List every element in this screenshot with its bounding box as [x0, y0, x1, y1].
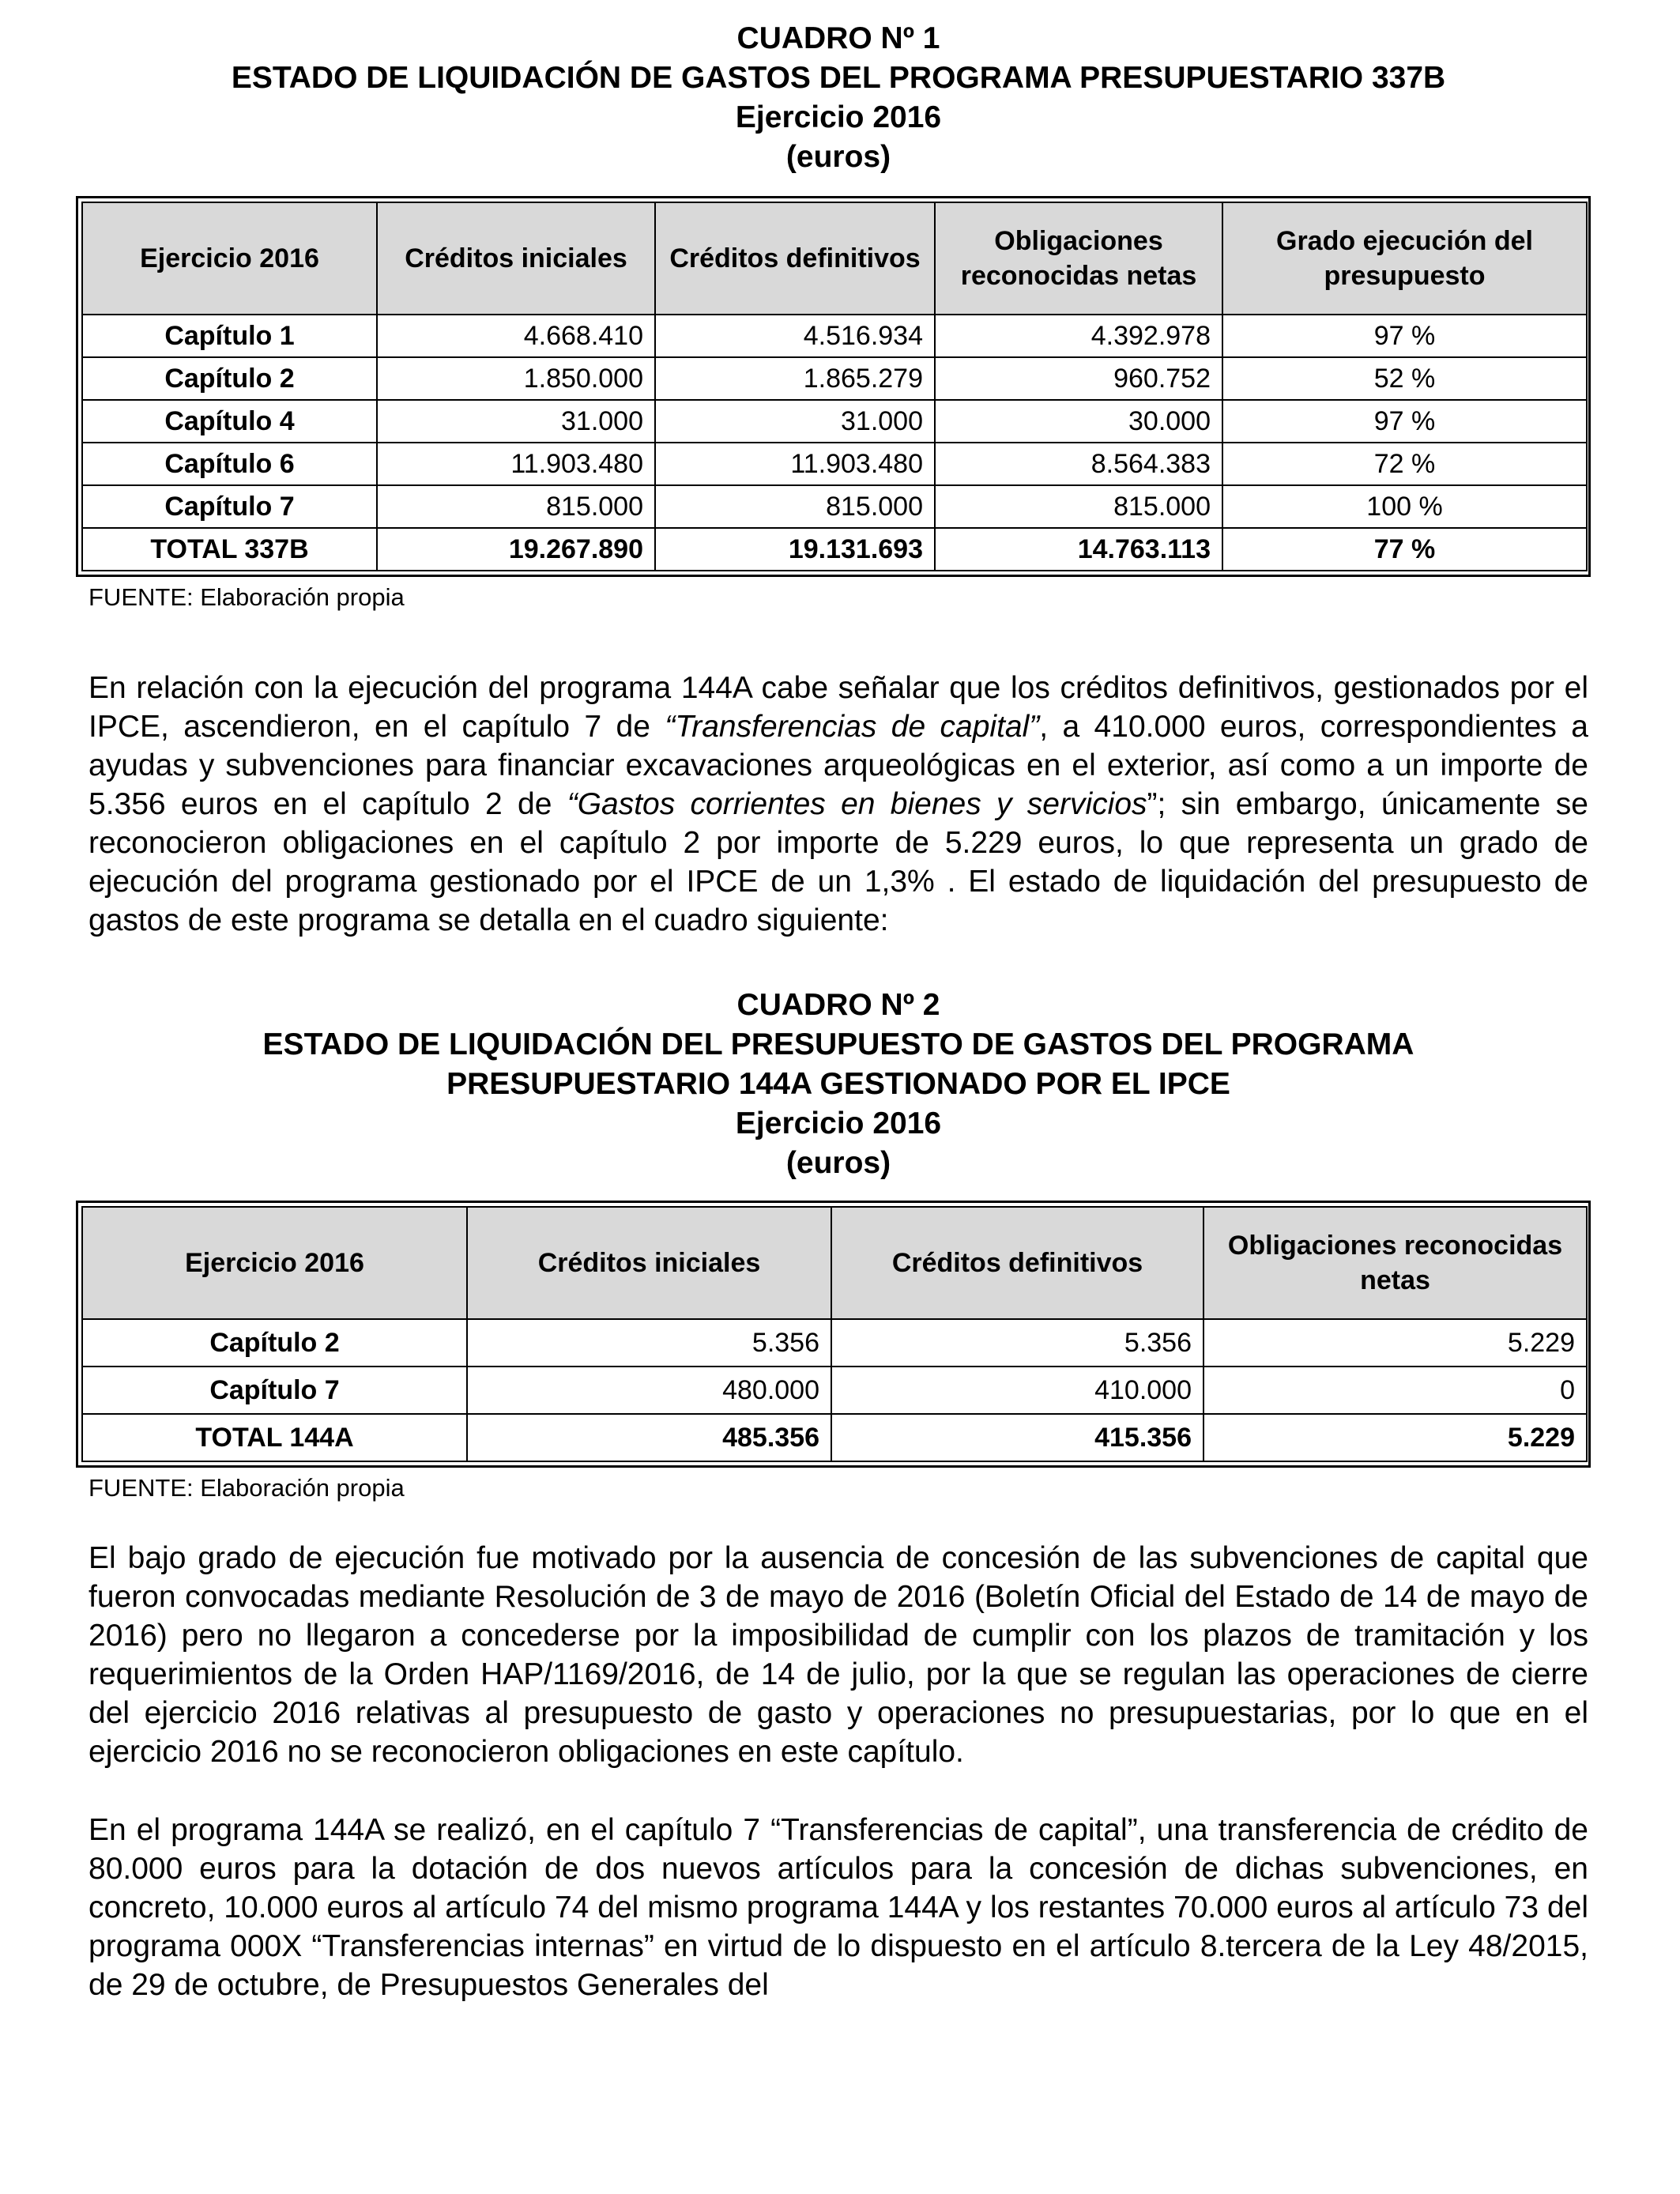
cell-value: 72 % — [1222, 443, 1587, 485]
cell-value: 8.564.383 — [935, 443, 1222, 485]
cuadro2-unit: (euros) — [785, 1146, 891, 1180]
cell-value: 5.229 — [1203, 1414, 1587, 1461]
paragraph-1-text: ”; sin embargo, únicamente se reconocieron obligaciones en el capítulo 2 por importe de 5.229 euros, lo que representa un grado de ejecución del programa gestionado por el IPCE de un 1,3% . El estado de liquidación del presupuesto de gastos de este programa se detalla en el cuadro siguiente: — [89, 787, 1588, 937]
cell-value: 19.267.890 — [377, 528, 655, 571]
table-row — [82, 357, 1587, 400]
cell-value: 1.865.279 — [655, 357, 935, 400]
document-page — [89, 19, 1588, 2004]
cell-value: 97 % — [1222, 315, 1587, 357]
cuadro1-label: CUADRO Nº 1 — [736, 21, 940, 55]
paragraph-3: En el programa 144A se realizó, en el capítulo 7 “Transferencias de capital”, una transferencia de crédito de 80.000 euros para la dotación de dos nuevos artículos para la concesión de dichas subvenciones, en concreto, 10.000 euros al artículo 74 del mismo programa 144A y los restantes 70.000 euros al artículo 73 del programa 000X “Transferencias internas” en virtud de lo dispuesto en el artículo 8.tercera de la Ley 48/2015, de 29 de octubre, de Presupuestos Generales del — [89, 1813, 1588, 2002]
cell-value: 5.356 — [831, 1319, 1203, 1367]
cell-value: 19.131.693 — [655, 528, 935, 571]
cell-value: 52 % — [1222, 357, 1587, 400]
row-label: Capítulo 1 — [82, 315, 377, 357]
cell-value: 415.356 — [831, 1414, 1203, 1461]
paragraph-1-italic: “Transferencias de capital” — [665, 710, 1040, 744]
cuadro2-table-frame — [76, 1201, 1591, 1468]
paragraph-1-text: En relación con la ejecución del programa 144A cabe señalar que los créditos definitivos, gestionados por el IPCE, ascendieron, en el capítulo 7 de — [89, 671, 1588, 744]
cell-value: 0 — [1203, 1367, 1587, 1414]
cuadro1-header-cell: Créditos iniciales — [377, 202, 655, 315]
row-label: Capítulo 6 — [82, 443, 377, 485]
paragraph-1-text: , a 410.000 euros, correspondientes a ayudas y subvenciones para financiar excavaciones arqueológicas en el exterior, así como a un importe de 5.356 euros en el capítulo 2 de — [89, 710, 1588, 821]
cuadro2-header-cell: Créditos iniciales — [467, 1207, 831, 1319]
cell-value: 1.850.000 — [377, 357, 655, 400]
table-row — [82, 485, 1587, 528]
cuadro2-source: FUENTE: Elaboración propia — [89, 1474, 405, 1502]
total-row — [82, 528, 1587, 571]
cell-value: 5.229 — [1203, 1319, 1587, 1367]
table-row — [82, 443, 1587, 485]
cell-value: 97 % — [1222, 400, 1587, 443]
cuadro2-header-cell: Créditos definitivos — [831, 1207, 1203, 1319]
row-label: Capítulo 7 — [82, 485, 377, 528]
cuadro2-table — [81, 1206, 1588, 1462]
row-label: Capítulo 4 — [82, 400, 377, 443]
paragraph-1-italic: “Gastos corrientes en bienes y servicios — [567, 787, 1147, 821]
table-row — [82, 315, 1587, 357]
cell-value: 480.000 — [467, 1367, 831, 1414]
cuadro1-table-frame — [76, 196, 1591, 577]
cell-value: 100 % — [1222, 485, 1587, 528]
cuadro2-heading — [89, 986, 1588, 1183]
table-row — [82, 1367, 1587, 1414]
cuadro2-label: CUADRO Nº 2 — [736, 988, 940, 1022]
table-row — [82, 1319, 1587, 1367]
cuadro2-header-cell: Ejercicio 2016 — [82, 1207, 467, 1319]
cuadro2-title-line2: PRESUPUESTARIO 144A GESTIONADO POR EL IPCE — [446, 1067, 1230, 1101]
cell-value: 485.356 — [467, 1414, 831, 1461]
cell-value: 410.000 — [831, 1367, 1203, 1414]
cuadro1-title: ESTADO DE LIQUIDACIÓN DE GASTOS DEL PROGRAMA PRESUPUESTARIO 337B — [231, 61, 1446, 95]
cuadro1-header-cell: Grado ejecución del presupuesto — [1222, 202, 1587, 315]
cuadro2-header-cell: Obligaciones reconocidas netas — [1203, 1207, 1587, 1319]
paragraph-2: El bajo grado de ejecución fue motivado por la ausencia de concesión de las subvenciones de capital que fueron convocadas mediante Resolución de 3 de mayo de 2016 (Boletín Oficial del Estado de 14 de mayo de 2016) pero no llegaron a concederse por la imposibilidad de cumplir con los plazos de tramitación y los requerimientos de la Orden HAP/1169/2016, de 14 de julio, por la que se regulan las operaciones de cierre del ejercicio 2016 relativas al presupuesto de gasto y operaciones no presupuestarias, por lo que en el ejercicio 2016 no se reconocieron obligaciones en este capítulo. — [89, 1541, 1588, 1769]
cell-value: 31.000 — [655, 400, 935, 443]
row-label: TOTAL 144A — [82, 1414, 467, 1461]
cell-value: 4.668.410 — [377, 315, 655, 357]
cell-value: 31.000 — [377, 400, 655, 443]
cuadro1-table — [81, 202, 1588, 571]
cuadro1-header-cell: Ejercicio 2016 — [82, 202, 377, 315]
cell-value: 11.903.480 — [655, 443, 935, 485]
cuadro1-header-cell: Obligaciones reconocidas netas — [935, 202, 1222, 315]
cuadro1-source: FUENTE: Elaboración propia — [89, 583, 405, 611]
cuadro1-unit: (euros) — [785, 140, 891, 174]
cuadro1-header-cell: Créditos definitivos — [655, 202, 935, 315]
cell-value: 4.516.934 — [655, 315, 935, 357]
cell-value: 815.000 — [935, 485, 1222, 528]
row-label: Capítulo 7 — [82, 1367, 467, 1414]
cell-value: 11.903.480 — [377, 443, 655, 485]
cuadro1-heading — [89, 19, 1588, 177]
cell-value: 5.356 — [467, 1319, 831, 1367]
cell-value: 77 % — [1222, 528, 1587, 571]
row-label: Capítulo 2 — [82, 1319, 467, 1367]
cuadro2-year: Ejercicio 2016 — [735, 1106, 942, 1140]
cell-value: 815.000 — [377, 485, 655, 528]
cell-value: 960.752 — [935, 357, 1222, 400]
row-label: Capítulo 2 — [82, 357, 377, 400]
paragraph-1 — [89, 669, 1588, 940]
table-row — [82, 400, 1587, 443]
cuadro1-header-row — [82, 202, 1587, 315]
row-label: TOTAL 337B — [82, 528, 377, 571]
cell-value: 14.763.113 — [935, 528, 1222, 571]
total-row — [82, 1414, 1587, 1461]
cuadro1-year: Ejercicio 2016 — [735, 100, 942, 134]
cuadro2-title-line1: ESTADO DE LIQUIDACIÓN DEL PRESUPUESTO DE GASTOS DEL PROGRAMA — [262, 1027, 1414, 1061]
cuadro2-header-row — [82, 1207, 1587, 1319]
cell-value: 4.392.978 — [935, 315, 1222, 357]
cell-value: 30.000 — [935, 400, 1222, 443]
cell-value: 815.000 — [655, 485, 935, 528]
